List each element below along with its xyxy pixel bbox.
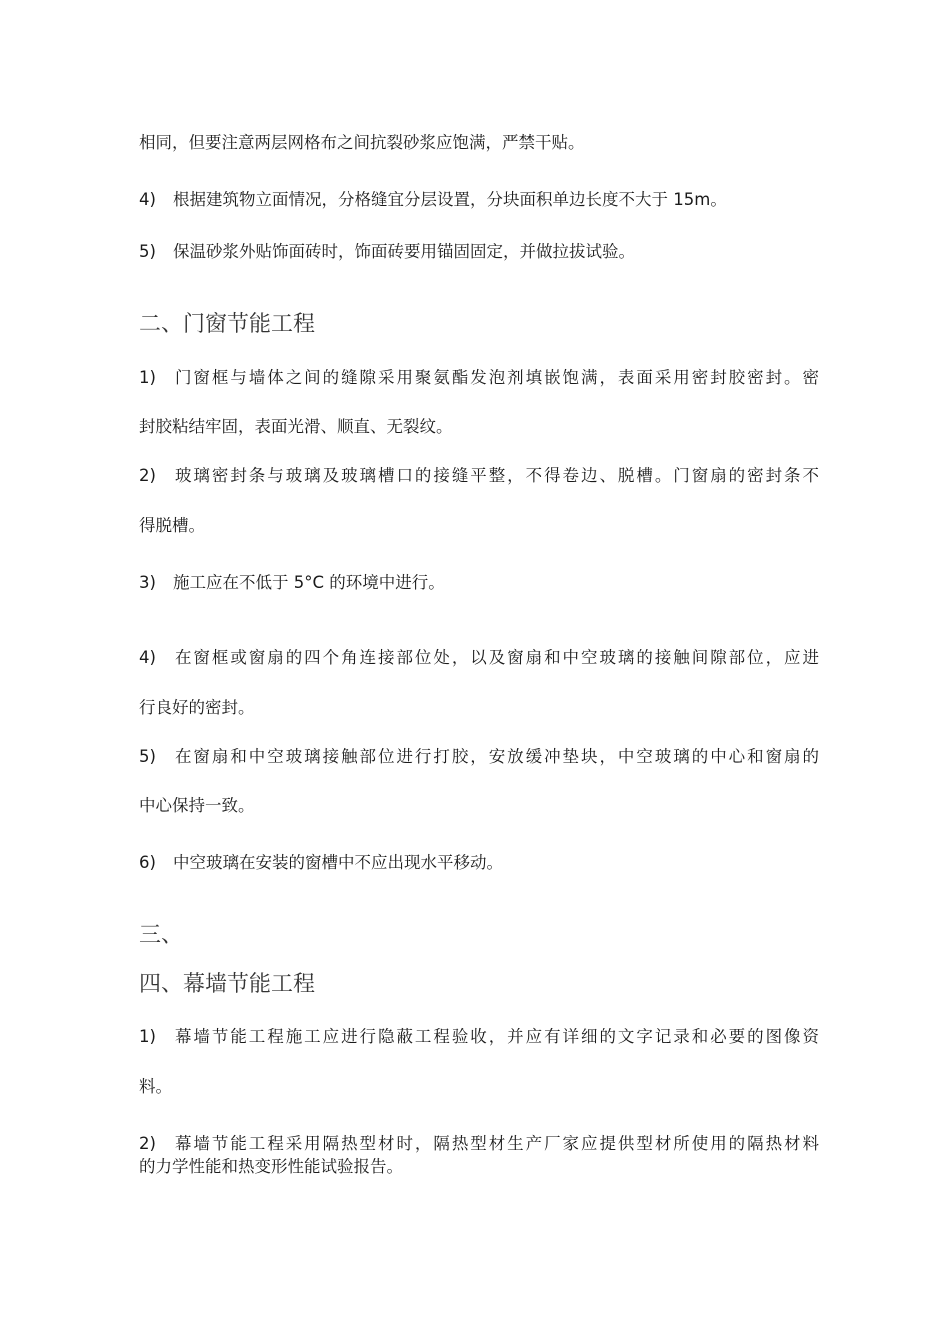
item-continuation: 得脱槽。	[139, 516, 205, 535]
item-number: 2)	[139, 466, 156, 485]
item-number: 4)	[139, 648, 156, 667]
item-text: 在窗框或窗扇的四个角连接部位处，以及窗扇和中空玻璃的接触间隙部位，应进	[173, 648, 819, 667]
list-item	[139, 572, 819, 594]
item-continuation: 行良好的密封。	[139, 698, 255, 717]
item-text: 在窗扇和中空玻璃接触部位进行打胶，安放缓冲垫块，中空玻璃的中心和窗扇的	[173, 747, 819, 766]
item-continuation: 的力学性能和热变形性能试验报告。	[139, 1157, 403, 1176]
item-text: 幕墙节能工程采用隔热型材时，隔热型材生产厂家应提供型材所使用的隔热材料	[173, 1134, 819, 1153]
item-continuation: 中心保持一致。	[139, 796, 255, 815]
section-heading: 二、门窗节能工程	[139, 312, 316, 337]
section-heading: 三、	[139, 923, 184, 948]
item-continuation: 封胶粘结牢固，表面光滑、顺直、无裂纹。	[139, 417, 453, 436]
item-number: 5)	[139, 747, 156, 766]
item-number: 3)	[139, 573, 156, 592]
list-item	[139, 852, 819, 874]
item-continuation: 料。	[139, 1077, 172, 1096]
item-number: 5)	[139, 242, 156, 261]
item-number: 4)	[139, 190, 156, 209]
list-item	[139, 189, 819, 211]
section-heading: 四、幕墙节能工程	[139, 972, 316, 997]
list-item	[139, 465, 819, 487]
item-text: 保温砂浆外贴饰面砖时，饰面砖要用锚固固定，并做拉拔试验。	[173, 242, 635, 261]
item-number: 1)	[139, 1027, 156, 1046]
list-item	[139, 647, 819, 669]
item-text: 门窗框与墙体之间的缝隙采用聚氨酯发泡剂填嵌饱满，表面采用密封胶密封。密	[173, 368, 819, 387]
item-text: 根据建筑物立面情况，分格缝宜分层设置，分块面积单边长度不大于 15m。	[173, 190, 727, 209]
list-item	[139, 367, 819, 389]
list-item	[139, 1133, 819, 1155]
list-item	[139, 746, 819, 768]
item-text: 玻璃密封条与玻璃及玻璃槽口的接缝平整，不得卷边、脱槽。门窗扇的密封条不	[173, 466, 819, 485]
item-text: 施工应在不低于 5°C 的环境中进行。	[173, 573, 445, 592]
list-item	[139, 1026, 819, 1048]
list-item	[139, 241, 819, 263]
item-number: 1)	[139, 368, 156, 387]
item-number: 6)	[139, 853, 156, 872]
item-text: 中空玻璃在安装的窗槽中不应出现水平移动。	[173, 853, 503, 872]
continuation-text: 相同，但要注意两层网格布之间抗裂砂浆应饱满，严禁干贴。	[139, 133, 585, 152]
item-number: 2)	[139, 1134, 156, 1153]
item-text: 幕墙节能工程施工应进行隐蔽工程验收，并应有详细的文字记录和必要的图像资	[173, 1027, 819, 1046]
